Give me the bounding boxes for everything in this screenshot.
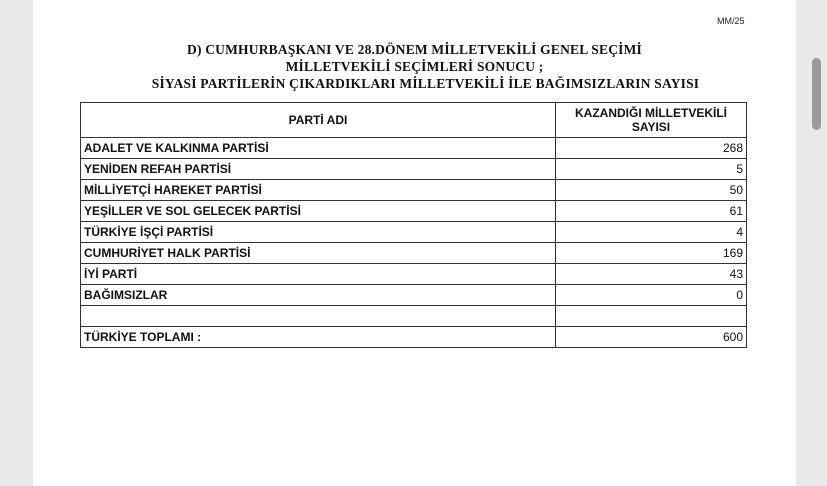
document-title — [33, 41, 796, 92]
table-row — [81, 201, 747, 222]
total-value-cell: 600 — [556, 327, 747, 348]
seat-count-cell: 0 — [556, 285, 747, 306]
table-row — [81, 159, 747, 180]
table-row-total — [81, 327, 747, 348]
seat-count-cell: 4 — [556, 222, 747, 243]
party-name-cell: BAĞIMSIZLAR — [81, 285, 556, 306]
header-seat-count: KAZANDIĞI MİLLETVEKİLİ SAYISI — [556, 103, 747, 138]
party-name-cell: İYİ PARTİ — [81, 264, 556, 285]
document-page — [33, 0, 796, 486]
results-table — [80, 102, 747, 348]
seat-count-cell: 43 — [556, 264, 747, 285]
party-name-cell — [81, 306, 556, 327]
title-line-1: D) CUMHURBAŞKANI VE 28.DÖNEM MİLLETVEKİLİ GENEL SEÇİMİ — [187, 42, 642, 57]
table-row-empty — [81, 306, 747, 327]
table-row — [81, 180, 747, 201]
table-row — [81, 264, 747, 285]
party-name-cell: CUMHURİYET HALK PARTİSİ — [81, 243, 556, 264]
seat-count-cell: 268 — [556, 138, 747, 159]
page-code: MM/25 — [717, 16, 745, 26]
table-row — [81, 285, 747, 306]
seat-count-cell — [556, 306, 747, 327]
party-name-cell: MİLLİYETÇİ HAREKET PARTİSİ — [81, 180, 556, 201]
seat-count-cell: 61 — [556, 201, 747, 222]
total-label-cell: TÜRKİYE TOPLAMI : — [81, 327, 556, 348]
seat-count-cell: 5 — [556, 159, 747, 180]
seat-count-cell: 169 — [556, 243, 747, 264]
party-name-cell: YEŞİLLER VE SOL GELECEK PARTİSİ — [81, 201, 556, 222]
party-name-cell: TÜRKİYE İŞÇİ PARTİSİ — [81, 222, 556, 243]
title-line-3: SİYASİ PARTİLERİN ÇIKARDIKLARI MİLLETVEKİLİ İLE BAĞIMSIZLARIN SAYISI — [151, 76, 700, 91]
table-row — [81, 243, 747, 264]
header-party-name: PARTİ ADI — [81, 103, 556, 138]
party-name-cell: YENİDEN REFAH PARTİSİ — [81, 159, 556, 180]
table-row — [81, 222, 747, 243]
title-line-2: MİLLETVEKİLİ SEÇİMLERİ SONUCU ; — [285, 59, 544, 74]
party-name-cell: ADALET VE KALKINMA PARTİSİ — [81, 138, 556, 159]
table-header-row — [81, 103, 747, 138]
seat-count-cell: 50 — [556, 180, 747, 201]
vertical-scrollbar[interactable] — [812, 58, 821, 130]
table-row — [81, 138, 747, 159]
